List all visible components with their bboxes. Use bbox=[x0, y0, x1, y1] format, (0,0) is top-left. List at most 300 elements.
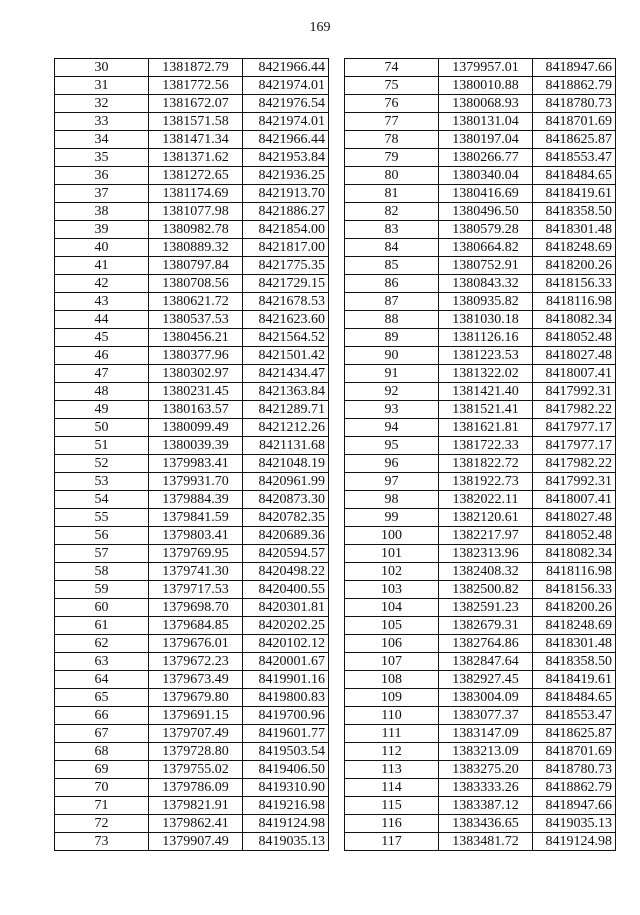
x-coordinate-cell: 1382120.61 bbox=[439, 509, 533, 527]
right-table-body bbox=[345, 59, 616, 851]
point-number-cell: 38 bbox=[55, 203, 149, 221]
point-number-cell: 98 bbox=[345, 491, 439, 509]
x-coordinate-cell: 1383481.72 bbox=[439, 833, 533, 851]
y-coordinate-cell: 8421212.26 bbox=[243, 419, 329, 437]
point-number-cell: 116 bbox=[345, 815, 439, 833]
table-row bbox=[345, 563, 616, 581]
y-coordinate-cell: 8418419.61 bbox=[533, 671, 616, 689]
y-coordinate-cell: 8419700.96 bbox=[243, 707, 329, 725]
y-coordinate-cell: 8418156.33 bbox=[533, 275, 616, 293]
y-coordinate-cell: 8419310.90 bbox=[243, 779, 329, 797]
y-coordinate-cell: 8421966.44 bbox=[243, 131, 329, 149]
point-number-cell: 73 bbox=[55, 833, 149, 851]
table-row bbox=[345, 275, 616, 293]
x-coordinate-cell: 1380537.53 bbox=[149, 311, 243, 329]
table-row bbox=[55, 437, 329, 455]
table-row bbox=[55, 275, 329, 293]
table-row bbox=[55, 509, 329, 527]
y-coordinate-cell: 8421729.15 bbox=[243, 275, 329, 293]
point-number-cell: 104 bbox=[345, 599, 439, 617]
x-coordinate-cell: 1382927.45 bbox=[439, 671, 533, 689]
point-number-cell: 42 bbox=[55, 275, 149, 293]
table-row bbox=[345, 203, 616, 221]
y-coordinate-cell: 8421976.54 bbox=[243, 95, 329, 113]
y-coordinate-cell: 8421678.53 bbox=[243, 293, 329, 311]
point-number-cell: 114 bbox=[345, 779, 439, 797]
x-coordinate-cell: 1381272.65 bbox=[149, 167, 243, 185]
y-coordinate-cell: 8419035.13 bbox=[243, 833, 329, 851]
table-row bbox=[55, 653, 329, 671]
y-coordinate-cell: 8418625.87 bbox=[533, 725, 616, 743]
y-coordinate-cell: 8417982.22 bbox=[533, 455, 616, 473]
x-coordinate-cell: 1381722.33 bbox=[439, 437, 533, 455]
y-coordinate-cell: 8418553.47 bbox=[533, 707, 616, 725]
point-number-cell: 65 bbox=[55, 689, 149, 707]
x-coordinate-cell: 1380416.69 bbox=[439, 185, 533, 203]
y-coordinate-cell: 8421913.70 bbox=[243, 185, 329, 203]
y-coordinate-cell: 8421886.27 bbox=[243, 203, 329, 221]
table-row bbox=[55, 419, 329, 437]
table-row bbox=[345, 347, 616, 365]
point-number-cell: 100 bbox=[345, 527, 439, 545]
x-coordinate-cell: 1383436.65 bbox=[439, 815, 533, 833]
table-row bbox=[345, 383, 616, 401]
table-row bbox=[345, 797, 616, 815]
x-coordinate-cell: 1380010.88 bbox=[439, 77, 533, 95]
x-coordinate-cell: 1383213.09 bbox=[439, 743, 533, 761]
point-number-cell: 34 bbox=[55, 131, 149, 149]
y-coordinate-cell: 8419124.98 bbox=[533, 833, 616, 851]
table-row bbox=[345, 527, 616, 545]
table-row bbox=[55, 779, 329, 797]
y-coordinate-cell: 8418248.69 bbox=[533, 239, 616, 257]
y-coordinate-cell: 8418947.66 bbox=[533, 797, 616, 815]
y-coordinate-cell: 8418625.87 bbox=[533, 131, 616, 149]
coordinates-table-left bbox=[54, 58, 329, 851]
y-coordinate-cell: 8421974.01 bbox=[243, 113, 329, 131]
y-coordinate-cell: 8420594.57 bbox=[243, 545, 329, 563]
y-coordinate-cell: 8418701.69 bbox=[533, 743, 616, 761]
y-coordinate-cell: 8421289.71 bbox=[243, 401, 329, 419]
y-coordinate-cell: 8421363.84 bbox=[243, 383, 329, 401]
y-coordinate-cell: 8421854.00 bbox=[243, 221, 329, 239]
table-row bbox=[55, 149, 329, 167]
x-coordinate-cell: 1379931.70 bbox=[149, 473, 243, 491]
table-row bbox=[55, 725, 329, 743]
x-coordinate-cell: 1380266.77 bbox=[439, 149, 533, 167]
y-coordinate-cell: 8417992.31 bbox=[533, 383, 616, 401]
table-row bbox=[55, 311, 329, 329]
table-row bbox=[55, 527, 329, 545]
table-row bbox=[345, 401, 616, 419]
y-coordinate-cell: 8418780.73 bbox=[533, 761, 616, 779]
x-coordinate-cell: 1380099.49 bbox=[149, 419, 243, 437]
x-coordinate-cell: 1380621.72 bbox=[149, 293, 243, 311]
x-coordinate-cell: 1383077.37 bbox=[439, 707, 533, 725]
point-number-cell: 47 bbox=[55, 365, 149, 383]
coordinates-table-right bbox=[344, 58, 616, 851]
table-row bbox=[345, 167, 616, 185]
table-row bbox=[345, 509, 616, 527]
y-coordinate-cell: 8419124.98 bbox=[243, 815, 329, 833]
point-number-cell: 103 bbox=[345, 581, 439, 599]
y-coordinate-cell: 8418052.48 bbox=[533, 329, 616, 347]
table-row bbox=[345, 833, 616, 851]
x-coordinate-cell: 1380131.04 bbox=[439, 113, 533, 131]
table-row bbox=[345, 95, 616, 113]
table-row bbox=[345, 761, 616, 779]
x-coordinate-cell: 1382217.97 bbox=[439, 527, 533, 545]
table-row bbox=[345, 635, 616, 653]
table-row bbox=[55, 401, 329, 419]
table-row bbox=[55, 455, 329, 473]
x-coordinate-cell: 1383275.20 bbox=[439, 761, 533, 779]
x-coordinate-cell: 1379907.49 bbox=[149, 833, 243, 851]
table-row bbox=[55, 77, 329, 95]
table-row bbox=[55, 239, 329, 257]
point-number-cell: 85 bbox=[345, 257, 439, 275]
table-row bbox=[345, 437, 616, 455]
y-coordinate-cell: 8421501.42 bbox=[243, 347, 329, 365]
point-number-cell: 71 bbox=[55, 797, 149, 815]
y-coordinate-cell: 8419601.77 bbox=[243, 725, 329, 743]
x-coordinate-cell: 1381621.81 bbox=[439, 419, 533, 437]
x-coordinate-cell: 1383004.09 bbox=[439, 689, 533, 707]
point-number-cell: 48 bbox=[55, 383, 149, 401]
table-row bbox=[55, 743, 329, 761]
point-number-cell: 55 bbox=[55, 509, 149, 527]
y-coordinate-cell: 8418082.34 bbox=[533, 545, 616, 563]
table-row bbox=[55, 491, 329, 509]
x-coordinate-cell: 1381077.98 bbox=[149, 203, 243, 221]
x-coordinate-cell: 1380935.82 bbox=[439, 293, 533, 311]
point-number-cell: 80 bbox=[345, 167, 439, 185]
y-coordinate-cell: 8419800.83 bbox=[243, 689, 329, 707]
y-coordinate-cell: 8418301.48 bbox=[533, 221, 616, 239]
y-coordinate-cell: 8420873.30 bbox=[243, 491, 329, 509]
x-coordinate-cell: 1379698.70 bbox=[149, 599, 243, 617]
point-number-cell: 102 bbox=[345, 563, 439, 581]
x-coordinate-cell: 1380163.57 bbox=[149, 401, 243, 419]
table-row bbox=[345, 149, 616, 167]
table-row bbox=[55, 833, 329, 851]
y-coordinate-cell: 8421564.52 bbox=[243, 329, 329, 347]
x-coordinate-cell: 1381421.40 bbox=[439, 383, 533, 401]
table-row bbox=[345, 743, 616, 761]
y-coordinate-cell: 8418156.33 bbox=[533, 581, 616, 599]
table-row bbox=[345, 419, 616, 437]
x-coordinate-cell: 1379673.49 bbox=[149, 671, 243, 689]
table-row bbox=[345, 671, 616, 689]
point-number-cell: 113 bbox=[345, 761, 439, 779]
point-number-cell: 95 bbox=[345, 437, 439, 455]
x-coordinate-cell: 1380377.96 bbox=[149, 347, 243, 365]
point-number-cell: 61 bbox=[55, 617, 149, 635]
x-coordinate-cell: 1379862.41 bbox=[149, 815, 243, 833]
y-coordinate-cell: 8421936.25 bbox=[243, 167, 329, 185]
point-number-cell: 76 bbox=[345, 95, 439, 113]
point-number-cell: 87 bbox=[345, 293, 439, 311]
point-number-cell: 35 bbox=[55, 149, 149, 167]
x-coordinate-cell: 1381174.69 bbox=[149, 185, 243, 203]
y-coordinate-cell: 8419216.98 bbox=[243, 797, 329, 815]
point-number-cell: 112 bbox=[345, 743, 439, 761]
table-row bbox=[55, 131, 329, 149]
point-number-cell: 51 bbox=[55, 437, 149, 455]
x-coordinate-cell: 1380843.32 bbox=[439, 275, 533, 293]
table-row bbox=[345, 257, 616, 275]
x-coordinate-cell: 1380340.04 bbox=[439, 167, 533, 185]
point-number-cell: 58 bbox=[55, 563, 149, 581]
y-coordinate-cell: 8420301.81 bbox=[243, 599, 329, 617]
y-coordinate-cell: 8421623.60 bbox=[243, 311, 329, 329]
table-row bbox=[55, 545, 329, 563]
x-coordinate-cell: 1380664.82 bbox=[439, 239, 533, 257]
x-coordinate-cell: 1380982.78 bbox=[149, 221, 243, 239]
x-coordinate-cell: 1379841.59 bbox=[149, 509, 243, 527]
table-row bbox=[345, 59, 616, 77]
point-number-cell: 106 bbox=[345, 635, 439, 653]
table-row bbox=[55, 167, 329, 185]
y-coordinate-cell: 8417992.31 bbox=[533, 473, 616, 491]
point-number-cell: 70 bbox=[55, 779, 149, 797]
x-coordinate-cell: 1380752.91 bbox=[439, 257, 533, 275]
x-coordinate-cell: 1381672.07 bbox=[149, 95, 243, 113]
y-coordinate-cell: 8420400.55 bbox=[243, 581, 329, 599]
table-row bbox=[55, 599, 329, 617]
point-number-cell: 62 bbox=[55, 635, 149, 653]
table-row bbox=[345, 707, 616, 725]
point-number-cell: 89 bbox=[345, 329, 439, 347]
x-coordinate-cell: 1380797.84 bbox=[149, 257, 243, 275]
point-number-cell: 78 bbox=[345, 131, 439, 149]
table-row bbox=[55, 797, 329, 815]
x-coordinate-cell: 1383333.26 bbox=[439, 779, 533, 797]
table-row bbox=[345, 617, 616, 635]
x-coordinate-cell: 1379803.41 bbox=[149, 527, 243, 545]
point-number-cell: 37 bbox=[55, 185, 149, 203]
point-number-cell: 44 bbox=[55, 311, 149, 329]
y-coordinate-cell: 8418116.98 bbox=[533, 293, 616, 311]
point-number-cell: 68 bbox=[55, 743, 149, 761]
table-row bbox=[55, 617, 329, 635]
point-number-cell: 94 bbox=[345, 419, 439, 437]
y-coordinate-cell: 8417977.17 bbox=[533, 437, 616, 455]
x-coordinate-cell: 1382847.64 bbox=[439, 653, 533, 671]
point-number-cell: 46 bbox=[55, 347, 149, 365]
point-number-cell: 93 bbox=[345, 401, 439, 419]
table-row bbox=[55, 113, 329, 131]
y-coordinate-cell: 8418484.65 bbox=[533, 689, 616, 707]
table-row bbox=[55, 257, 329, 275]
y-coordinate-cell: 8419503.54 bbox=[243, 743, 329, 761]
point-number-cell: 96 bbox=[345, 455, 439, 473]
x-coordinate-cell: 1381822.72 bbox=[439, 455, 533, 473]
table-row bbox=[55, 203, 329, 221]
y-coordinate-cell: 8418701.69 bbox=[533, 113, 616, 131]
table-row bbox=[55, 815, 329, 833]
table-row bbox=[345, 131, 616, 149]
point-number-cell: 43 bbox=[55, 293, 149, 311]
y-coordinate-cell: 8418007.41 bbox=[533, 365, 616, 383]
table-row bbox=[345, 653, 616, 671]
table-row bbox=[345, 491, 616, 509]
x-coordinate-cell: 1381571.58 bbox=[149, 113, 243, 131]
table-row bbox=[55, 347, 329, 365]
point-number-cell: 40 bbox=[55, 239, 149, 257]
x-coordinate-cell: 1379676.01 bbox=[149, 635, 243, 653]
table-row bbox=[55, 563, 329, 581]
y-coordinate-cell: 8420689.36 bbox=[243, 527, 329, 545]
x-coordinate-cell: 1380496.50 bbox=[439, 203, 533, 221]
y-coordinate-cell: 8418248.69 bbox=[533, 617, 616, 635]
x-coordinate-cell: 1379691.15 bbox=[149, 707, 243, 725]
x-coordinate-cell: 1379672.23 bbox=[149, 653, 243, 671]
point-number-cell: 32 bbox=[55, 95, 149, 113]
point-number-cell: 30 bbox=[55, 59, 149, 77]
point-number-cell: 88 bbox=[345, 311, 439, 329]
x-coordinate-cell: 1383147.09 bbox=[439, 725, 533, 743]
y-coordinate-cell: 8418027.48 bbox=[533, 347, 616, 365]
point-number-cell: 111 bbox=[345, 725, 439, 743]
point-number-cell: 57 bbox=[55, 545, 149, 563]
point-number-cell: 52 bbox=[55, 455, 149, 473]
x-coordinate-cell: 1381471.34 bbox=[149, 131, 243, 149]
point-number-cell: 83 bbox=[345, 221, 439, 239]
table-row bbox=[55, 221, 329, 239]
y-coordinate-cell: 8421953.84 bbox=[243, 149, 329, 167]
table-row bbox=[345, 455, 616, 473]
y-coordinate-cell: 8419901.16 bbox=[243, 671, 329, 689]
x-coordinate-cell: 1380197.04 bbox=[439, 131, 533, 149]
x-coordinate-cell: 1381371.62 bbox=[149, 149, 243, 167]
table-row bbox=[55, 329, 329, 347]
table-row bbox=[55, 671, 329, 689]
point-number-cell: 72 bbox=[55, 815, 149, 833]
table-row bbox=[345, 473, 616, 491]
point-number-cell: 110 bbox=[345, 707, 439, 725]
y-coordinate-cell: 8418052.48 bbox=[533, 527, 616, 545]
y-coordinate-cell: 8421434.47 bbox=[243, 365, 329, 383]
y-coordinate-cell: 8418200.26 bbox=[533, 257, 616, 275]
point-number-cell: 50 bbox=[55, 419, 149, 437]
x-coordinate-cell: 1379755.02 bbox=[149, 761, 243, 779]
point-number-cell: 56 bbox=[55, 527, 149, 545]
y-coordinate-cell: 8418358.50 bbox=[533, 203, 616, 221]
table-row bbox=[345, 239, 616, 257]
y-coordinate-cell: 8418116.98 bbox=[533, 563, 616, 581]
point-number-cell: 45 bbox=[55, 329, 149, 347]
x-coordinate-cell: 1379679.80 bbox=[149, 689, 243, 707]
table-row bbox=[55, 635, 329, 653]
point-number-cell: 92 bbox=[345, 383, 439, 401]
y-coordinate-cell: 8421131.68 bbox=[243, 437, 329, 455]
y-coordinate-cell: 8421966.44 bbox=[243, 59, 329, 77]
point-number-cell: 54 bbox=[55, 491, 149, 509]
x-coordinate-cell: 1381521.41 bbox=[439, 401, 533, 419]
point-number-cell: 41 bbox=[55, 257, 149, 275]
point-number-cell: 36 bbox=[55, 167, 149, 185]
table-row bbox=[55, 473, 329, 491]
y-coordinate-cell: 8417977.17 bbox=[533, 419, 616, 437]
y-coordinate-cell: 8418200.26 bbox=[533, 599, 616, 617]
point-number-cell: 64 bbox=[55, 671, 149, 689]
table-row bbox=[345, 311, 616, 329]
point-number-cell: 109 bbox=[345, 689, 439, 707]
table-row bbox=[55, 365, 329, 383]
y-coordinate-cell: 8421048.19 bbox=[243, 455, 329, 473]
table-row bbox=[55, 95, 329, 113]
x-coordinate-cell: 1381922.73 bbox=[439, 473, 533, 491]
point-number-cell: 105 bbox=[345, 617, 439, 635]
y-coordinate-cell: 8419035.13 bbox=[533, 815, 616, 833]
x-coordinate-cell: 1380579.28 bbox=[439, 221, 533, 239]
y-coordinate-cell: 8418862.79 bbox=[533, 779, 616, 797]
x-coordinate-cell: 1380231.45 bbox=[149, 383, 243, 401]
y-coordinate-cell: 8418862.79 bbox=[533, 77, 616, 95]
table-row bbox=[345, 221, 616, 239]
y-coordinate-cell: 8420498.22 bbox=[243, 563, 329, 581]
x-coordinate-cell: 1381872.79 bbox=[149, 59, 243, 77]
point-number-cell: 31 bbox=[55, 77, 149, 95]
table-row bbox=[345, 779, 616, 797]
table-row bbox=[345, 545, 616, 563]
x-coordinate-cell: 1381126.16 bbox=[439, 329, 533, 347]
table-row bbox=[55, 689, 329, 707]
x-coordinate-cell: 1382679.31 bbox=[439, 617, 533, 635]
x-coordinate-cell: 1379684.85 bbox=[149, 617, 243, 635]
x-coordinate-cell: 1380456.21 bbox=[149, 329, 243, 347]
point-number-cell: 33 bbox=[55, 113, 149, 131]
x-coordinate-cell: 1379741.30 bbox=[149, 563, 243, 581]
x-coordinate-cell: 1381223.53 bbox=[439, 347, 533, 365]
point-number-cell: 59 bbox=[55, 581, 149, 599]
point-number-cell: 39 bbox=[55, 221, 149, 239]
point-number-cell: 115 bbox=[345, 797, 439, 815]
x-coordinate-cell: 1381322.02 bbox=[439, 365, 533, 383]
y-coordinate-cell: 8418419.61 bbox=[533, 185, 616, 203]
x-coordinate-cell: 1379786.09 bbox=[149, 779, 243, 797]
x-coordinate-cell: 1379769.95 bbox=[149, 545, 243, 563]
y-coordinate-cell: 8418358.50 bbox=[533, 653, 616, 671]
table-row bbox=[345, 185, 616, 203]
x-coordinate-cell: 1381772.56 bbox=[149, 77, 243, 95]
table-row bbox=[345, 77, 616, 95]
point-number-cell: 74 bbox=[345, 59, 439, 77]
point-number-cell: 90 bbox=[345, 347, 439, 365]
table-row bbox=[55, 707, 329, 725]
table-row bbox=[55, 293, 329, 311]
x-coordinate-cell: 1379983.41 bbox=[149, 455, 243, 473]
table-row bbox=[345, 815, 616, 833]
x-coordinate-cell: 1380302.97 bbox=[149, 365, 243, 383]
x-coordinate-cell: 1382591.23 bbox=[439, 599, 533, 617]
y-coordinate-cell: 8419406.50 bbox=[243, 761, 329, 779]
y-coordinate-cell: 8421775.35 bbox=[243, 257, 329, 275]
point-number-cell: 84 bbox=[345, 239, 439, 257]
point-number-cell: 49 bbox=[55, 401, 149, 419]
page-number: 169 bbox=[309, 20, 331, 35]
point-number-cell: 86 bbox=[345, 275, 439, 293]
x-coordinate-cell: 1380068.93 bbox=[439, 95, 533, 113]
point-number-cell: 77 bbox=[345, 113, 439, 131]
x-coordinate-cell: 1382764.86 bbox=[439, 635, 533, 653]
table-row bbox=[345, 689, 616, 707]
point-number-cell: 117 bbox=[345, 833, 439, 851]
point-number-cell: 91 bbox=[345, 365, 439, 383]
x-coordinate-cell: 1383387.12 bbox=[439, 797, 533, 815]
y-coordinate-cell: 8421817.00 bbox=[243, 239, 329, 257]
